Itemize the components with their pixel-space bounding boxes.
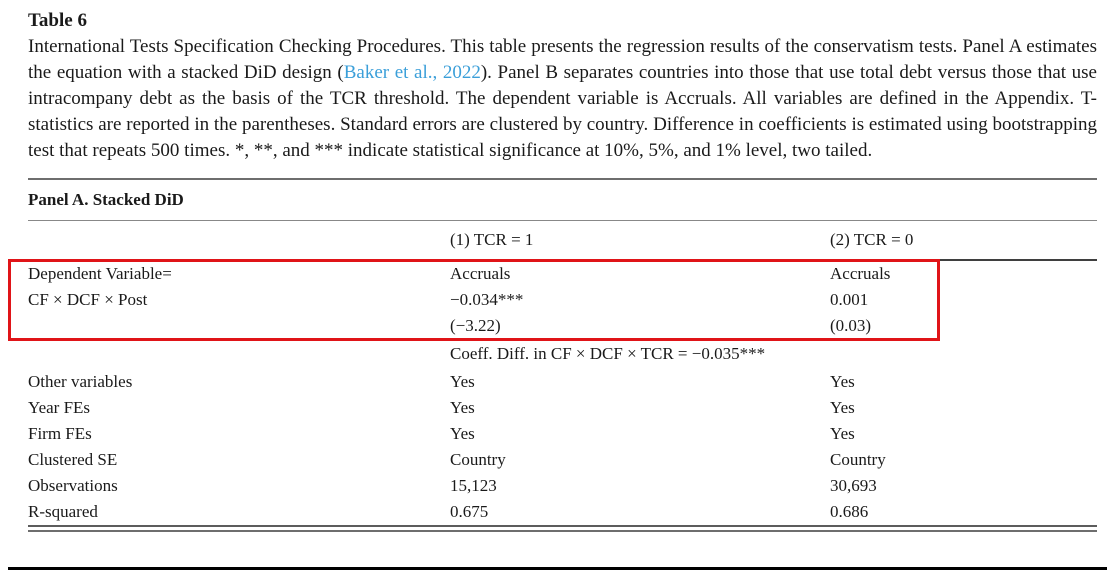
- table-caption-text: [28, 34, 1097, 164]
- cell-tcr1: Yes: [450, 372, 475, 391]
- row-label: Other variables: [28, 372, 133, 391]
- cell-tcr0: Accruals: [830, 264, 891, 283]
- row-label: Observations: [28, 476, 118, 495]
- row-label: Clustered SE: [28, 450, 118, 469]
- cell-tcr0: Yes: [830, 372, 855, 391]
- cell-tcr0: Country: [830, 450, 886, 469]
- caption-text-after-citation: ). Panel B separates countries into those that use total debt versus those that use intracompany debt as the basis of the TCR threshold. The dependent variable is Accruals. All variables are defined in the Appendix. T-statistics are reported in the parentheses. Standard errors are clustered by country. Difference in coefficients is estimated using bootstrapping test that repeats 500 times. *, **, and *** indicate statistical significance at 10%, 5%, and 1% level, two tailed.: [28, 62, 1097, 161]
- row-label: Dependent Variable=: [28, 264, 172, 283]
- table-row-other-variables: [28, 369, 1097, 395]
- coeff-diff-note: Coeff. Diff. in CF × DCF × TCR = −0.035***: [450, 344, 766, 363]
- cell-tcr1: Yes: [450, 424, 475, 443]
- cell-tcr1: (−3.22): [450, 316, 501, 335]
- table-row-observations: [28, 473, 1097, 499]
- table-row-clustered-se: [28, 447, 1097, 473]
- cell-tcr1: Yes: [450, 398, 475, 417]
- column-header-row: [28, 221, 1097, 259]
- row-label: R-squared: [28, 502, 98, 521]
- caption-text-before-citation: International Tests Specification Checking Procedures. This table presents the regression results of the conservatism tests. Panel A estimates the equation with a stacked DiD design (: [28, 36, 1097, 83]
- row-label: CF × DCF × Post: [28, 290, 148, 309]
- cell-tcr0: 30,693: [830, 476, 877, 495]
- row-label: Firm FEs: [28, 424, 92, 443]
- regression-table: [28, 178, 1097, 532]
- panel-a-title: Panel A. Stacked DiD: [28, 190, 184, 209]
- table-row-year-fes: [28, 395, 1097, 421]
- cell-tcr1: −0.034***: [450, 290, 524, 309]
- table-row-dependent-variable: [28, 261, 1097, 287]
- table-title: Table 6: [28, 10, 87, 31]
- cell-tcr0: (0.03): [830, 316, 872, 335]
- row-label: [28, 313, 450, 339]
- header-empty-cell: [28, 221, 450, 259]
- cell-tcr0: Yes: [830, 424, 855, 443]
- row-label: Year FEs: [28, 398, 91, 417]
- cell-tcr0: 0.686: [830, 502, 869, 521]
- coeff-diff-empty-cell: [28, 339, 450, 369]
- header-col-tcr1: (1) TCR = 1: [450, 230, 534, 249]
- table-row-cf-dcf-post: [28, 287, 1097, 313]
- cell-tcr1: Accruals: [450, 264, 511, 283]
- header-col-tcr0: (2) TCR = 0: [830, 230, 914, 249]
- cell-tcr1: 0.675: [450, 502, 489, 521]
- cell-tcr0: Yes: [830, 398, 855, 417]
- page-bottom-border: [8, 567, 1107, 570]
- citation-link[interactable]: Baker et al., 2022: [343, 62, 481, 83]
- cell-tcr1: Country: [450, 450, 506, 469]
- highlighted-rows-group: [28, 261, 1097, 339]
- table-row-firm-fes: [28, 421, 1097, 447]
- coeff-diff-row: [28, 339, 1097, 369]
- cell-tcr1: 15,123: [450, 476, 497, 495]
- table-row-tstatistics: [28, 313, 1097, 339]
- cell-tcr0: 0.001: [830, 290, 869, 309]
- table-bottom-rule: [28, 525, 1097, 532]
- table-caption-block: [28, 8, 1097, 164]
- table-row-r-squared: [28, 499, 1097, 525]
